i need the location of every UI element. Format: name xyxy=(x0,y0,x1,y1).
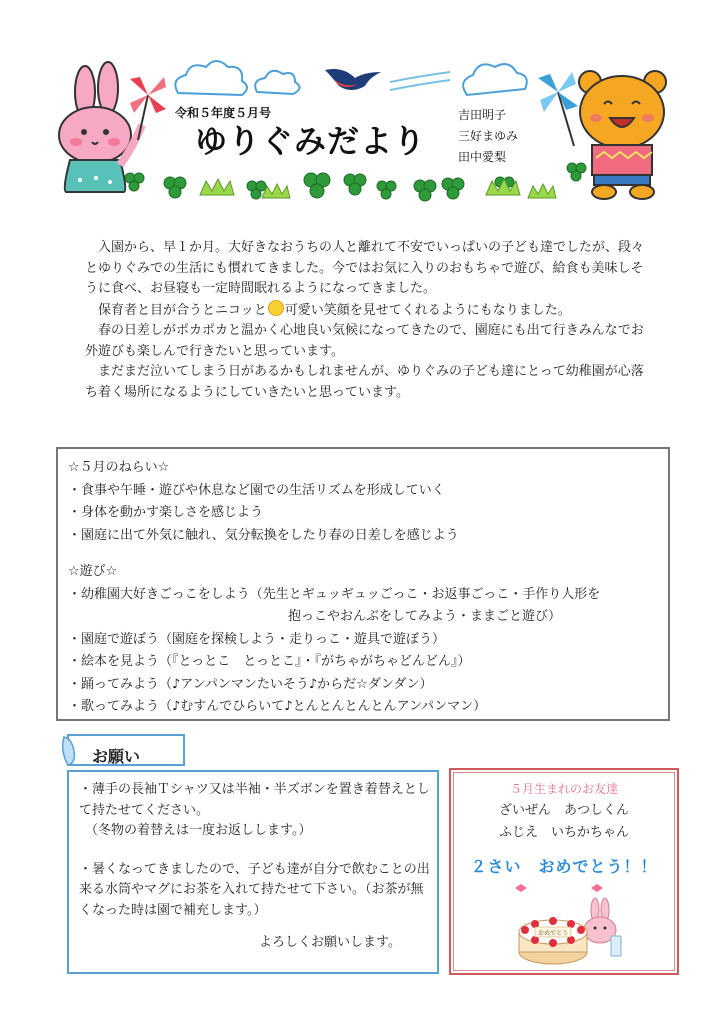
birthday-heading: ５月生まれのお友達 xyxy=(509,782,618,796)
play-item: ・踊ってみよう（♪アンパンマンたいそう♪からだ☆ダンダン） xyxy=(68,676,433,692)
play-item: ・園庭で遊ぼう（園庭を探検しよう・走りっこ・遊具で遊ぼう） xyxy=(68,631,446,647)
request-line: （冬物の着替えは一度お返しします。） xyxy=(85,823,312,838)
glass-icon xyxy=(611,936,621,956)
birthday-child-name: ざいぜん あつしくん xyxy=(498,803,629,818)
smile-face-icon xyxy=(268,300,284,316)
clover-icon xyxy=(125,173,144,191)
clover-icon xyxy=(377,181,396,199)
header-illustration xyxy=(0,0,724,215)
request-box xyxy=(67,770,439,974)
clover-icon xyxy=(442,178,464,199)
goals-heading: ☆５月のねらい☆ xyxy=(68,460,170,475)
teacher-name: 田中愛梨 xyxy=(458,150,507,164)
bunny-character-icon xyxy=(59,62,142,192)
clover-icon xyxy=(567,163,586,181)
swallow-bird-icon xyxy=(325,69,381,90)
birthday-cake-illustration xyxy=(505,880,625,972)
teacher-name: 三好まゆみ xyxy=(458,129,519,143)
intro-text xyxy=(85,238,645,403)
goal-item: ・身体を動かす楽しさを感じよう xyxy=(68,505,264,520)
clover-icon xyxy=(414,180,436,201)
teacher-list xyxy=(458,105,518,168)
play-item: ・絵本を見よう（『とっとこ とっとこ』・『がちゃがちゃどんどん』） xyxy=(68,654,471,669)
grass-icon xyxy=(528,184,556,198)
request-line: ・暑くなってきましたので、子ども達が自分で飲むことの出来る水筒やマグにお茶を入れて持たせて下さい。（お茶が無くなった時は園で補充します。） xyxy=(79,861,430,918)
play-item: ・幼稚園大好きごっこをしよう（先生とギュッギュッごっこ・お返事ごっこ・手作り人形を xyxy=(68,586,601,602)
play-item-continued: 抱っこやおんぶをしてみよう・ままごと遊び） xyxy=(288,609,562,624)
cake-icon xyxy=(519,917,587,964)
intro-paragraph: まだまだ泣いてしまう日があるかもしれませんが、ゆりぐみの子ども達にとって幼稚園が心落ち着く場所になるようにしていきたいと思っています。 xyxy=(85,364,644,400)
wind-lines xyxy=(390,72,450,90)
ribbon-icon xyxy=(515,884,603,892)
intro-paragraph: 入園から、早１か月。大好きなおうちの人と離れて不安でいっぱいの子ども達でしたが、段々とゆりぐみでの生活にも慣れてきました。今ではお気に入りのおもちゃで遊び、給食も美味しそうに食べ、お昼寝も一定時間眠れるようになってきました。 xyxy=(85,240,645,296)
cake-plate-label: おめでとう xyxy=(537,930,569,937)
request-closing: よろしくお願いします。 xyxy=(259,935,401,950)
cloud-icon xyxy=(175,61,247,95)
goal-item: ・園庭に出て外気に触れ、気分転換をしたり春の日差しを感じよう xyxy=(68,527,459,543)
cloud-icon xyxy=(255,71,299,94)
bear-character-icon xyxy=(579,71,666,199)
birthday-congrats: ２さい おめでとう！！ xyxy=(470,857,658,876)
birthday-child-name: ふじえ いちかちゃん xyxy=(498,825,629,840)
clover-icon xyxy=(344,174,366,195)
goal-item: ・食事や午睡・遊びや休息など園での生活リズムを形成していく xyxy=(68,482,445,498)
request-title: お願い xyxy=(92,747,141,766)
birthday-names xyxy=(449,800,679,844)
goals-box xyxy=(56,447,670,721)
grass-icon xyxy=(200,179,234,195)
intro-paragraph: 保育者と目が合うとニコッと 可愛い笑顔を見せてくれるようにもなりました。 xyxy=(85,300,645,322)
issue-subtitle: 令和５年度５月号 xyxy=(175,106,272,120)
pinwheel-icon xyxy=(538,72,578,146)
clover-icon xyxy=(164,177,186,198)
intro-paragraph: 春の日差しがポカポカと温かく心地良い気候になってきたので、園庭にも出て行きみんなでお外遊びも楽しんで行きたいと思っています。 xyxy=(85,323,644,359)
teacher-name: 吉田明子 xyxy=(458,108,507,122)
request-line: ・薄手の長袖Ｔシャツ又は半袖・半ズボンを置き着替えとして持たせてください。 xyxy=(79,782,430,818)
clover-icon xyxy=(304,173,330,198)
newsletter-title: ゆりぐみだより xyxy=(195,122,427,160)
grass-icon xyxy=(486,179,520,195)
cloud-icon xyxy=(463,64,527,95)
play-heading: ☆遊び☆ xyxy=(68,564,118,579)
play-item: ・歌ってみよう（♪むすんでひらいて♪とんとんとんとんアンパンマン） xyxy=(68,699,487,714)
